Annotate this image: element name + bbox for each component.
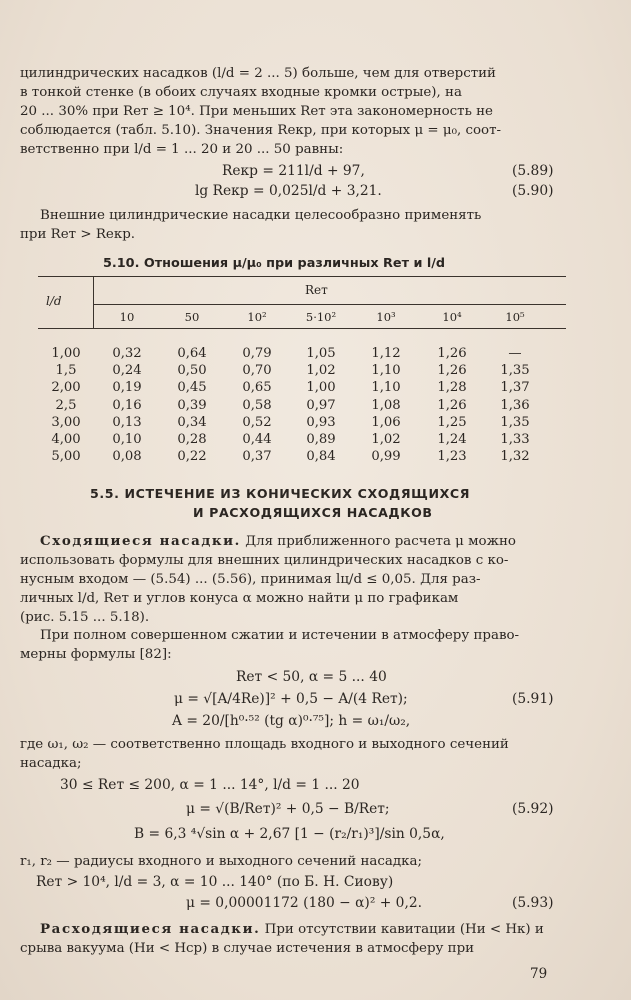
column-header: 10⁴	[442, 310, 462, 324]
table-cell: 1,02	[306, 363, 336, 379]
table-cell: 1,28	[437, 380, 467, 396]
table-cell: 1,26	[437, 397, 467, 413]
text-line: цилиндрических насадков (l/d = 2 ... 5) больше, чем для отверстий	[20, 66, 496, 81]
text-line: r₁, r₂ — радиусы входного и выходного сечений насадка;	[20, 854, 422, 869]
table-cell: 0,58	[242, 397, 272, 413]
table-cell: 1,35	[500, 363, 530, 379]
table-cell: 0,16	[112, 397, 142, 413]
table-cell: 0,84	[306, 449, 336, 465]
text-line: личных l/d, Reт и углов конуса α можно найти μ по графикам	[20, 591, 459, 606]
table-cell: 1,32	[500, 449, 530, 465]
row-header-ld: l/d	[46, 294, 62, 308]
text-line: где ω₁, ω₂ — соответственно площадь входного и выходного сечений	[20, 737, 509, 752]
page-number: 79	[530, 966, 548, 982]
column-header: 10²	[247, 310, 267, 324]
text-run: Для приближенного расчета μ можно	[245, 534, 516, 549]
text-run: При отсутствии кавитации (Hи < Hк) и	[264, 922, 544, 937]
table-cell: 0,65	[242, 380, 272, 396]
text-line	[40, 532, 516, 551]
table-cell: 0,97	[306, 397, 336, 413]
table-cell: 1,00	[306, 380, 336, 396]
text-line: мерны формулы [82]:	[20, 647, 172, 662]
table-cell: 0,44	[242, 432, 272, 447]
text-line: при Reт > Reкр.	[20, 227, 136, 242]
equation-5-91-line1: μ = √[A/4Re)]² + 0,5 − A/(4 Reт);	[174, 691, 408, 707]
table-cell: 0,22	[177, 449, 207, 465]
table-cell: 0,64	[177, 346, 207, 361]
text-line	[40, 920, 544, 939]
table-cell: 0,24	[112, 363, 142, 379]
equation-5-91-line2: A = 20/[h⁰·⁵² (tg α)⁰·⁷⁵]; h = ω₁/ω₂,	[172, 713, 411, 729]
table-cell-ld: 2,5	[55, 397, 77, 413]
table-cell-ld: 3,00	[51, 414, 81, 430]
group-header-re: Reт	[305, 283, 328, 297]
table-cell: 0,08	[112, 449, 142, 465]
text-line: Внешние цилиндрические насадки целесообразно применять	[40, 208, 482, 223]
equation-5-92-line1: μ = √(B/Reт)² + 0,5 − B/Reт;	[186, 801, 390, 817]
text-line: срыва вакуума (Hи < Hср) в случае истечения в атмосферу при	[20, 941, 475, 956]
table-cell-ld: 1,5	[55, 363, 77, 379]
equation-5-90: lg Reкр = 0,025l/d + 3,21.	[195, 183, 382, 199]
equation-number: (5.93)	[512, 895, 554, 911]
run-in-heading: Расходящиеся насадки.	[40, 921, 261, 937]
equation-5-92-line2: B = 6,3 ⁴√sin α + 2,67 [1 − (r₂/r₁)³]/sin 0,5α,	[134, 826, 445, 842]
table-rule-top	[38, 276, 566, 277]
text-line: в тонкой стенке (в обоих случаях входные кромки острые), на	[20, 85, 462, 100]
table-cell: —	[508, 346, 522, 361]
column-header: 10	[119, 310, 135, 324]
table-cell: 0,13	[112, 414, 142, 430]
table-cell: 1,36	[500, 397, 530, 413]
table-cell-ld: 1,00	[51, 346, 81, 361]
table-cell: 1,25	[437, 414, 467, 430]
table-cell: 1,26	[437, 346, 467, 361]
equation-condition: Reт > 10⁴, l/d = 3, α = 10 ... 140° (по Б. Н. Сиову)	[36, 874, 394, 890]
table-cell: 1,06	[371, 414, 401, 430]
table-cell: 0,32	[112, 346, 142, 361]
table-cell: 0,34	[177, 414, 207, 430]
text-line: 20 ... 30% при Reт ≥ 10⁴. При меньших Reт эта закономерность не	[20, 104, 493, 119]
table-cell: 0,52	[242, 414, 272, 430]
table-cell: 1,10	[371, 380, 401, 396]
table-cell: 0,50	[177, 363, 207, 379]
table-cell: 0,37	[242, 449, 272, 465]
equation-5-93: μ = 0,00001172 (180 − α)² + 0,2.	[186, 895, 423, 911]
text-line: При полном совершенном сжатии и истечении в атмосферу право-	[40, 628, 520, 643]
text-line: ветственно при l/d = 1 ... 20 и 20 ... 50 равны:	[20, 142, 344, 157]
table-cell: 1,10	[371, 363, 401, 379]
text-line: нусным входом — (5.54) ... (5.56), принимая lц/d ≤ 0,05. Для раз-	[20, 572, 481, 587]
table-cell: 0,99	[371, 449, 401, 465]
section-title-line1: 5.5. ИСТЕЧЕНИЕ ИЗ КОНИЧЕСКИХ СХОДЯЩИХСЯ	[90, 486, 471, 501]
equation-5-89: Reкр = 211l/d + 97,	[222, 163, 365, 179]
table-cell: 1,05	[306, 346, 336, 361]
table-cell: 1,35	[500, 414, 530, 430]
table-cell: 0,19	[112, 380, 142, 396]
table-cell-ld: 2,00	[51, 380, 81, 396]
table-rule-header	[38, 328, 566, 329]
table-cell: 1,37	[500, 380, 530, 396]
table-rule-vertical	[93, 276, 94, 328]
table-cell: 1,26	[437, 363, 467, 379]
section-title-line2: И РАСХОДЯЩИХСЯ НАСАДКОВ	[193, 505, 433, 520]
text-line: (рис. 5.15 ... 5.18).	[20, 610, 150, 625]
column-header: 50	[184, 310, 200, 324]
table-cell: 0,70	[242, 363, 272, 379]
equation-condition: 30 ≤ Reт ≤ 200, α = 1 ... 14°, l/d = 1 ... 20	[60, 777, 360, 793]
table-cell: 1,02	[371, 432, 401, 447]
equation-number: (5.91)	[512, 691, 554, 707]
equation-number: (5.92)	[512, 801, 554, 817]
table-cell: 1,12	[371, 346, 401, 361]
run-in-heading: Сходящиеся насадки.	[40, 533, 241, 549]
equation-condition: Reт < 50, α = 5 ... 40	[236, 669, 387, 685]
column-header: 5·10²	[305, 310, 337, 324]
table-cell: 0,45	[177, 380, 207, 396]
table-cell: 1,08	[371, 397, 401, 413]
table-cell: 1,24	[437, 432, 467, 447]
table-cell-ld: 4,00	[51, 432, 81, 447]
table-cell: 1,33	[500, 432, 530, 447]
text-line: соблюдается (табл. 5.10). Значения Reкр, при которых μ = μ₀, соот-	[20, 123, 502, 138]
table-cell: 0,10	[112, 432, 142, 447]
column-header: 10³	[376, 310, 396, 324]
equation-number: (5.89)	[512, 163, 554, 179]
table-cell: 0,89	[306, 432, 336, 447]
table-cell-ld: 5,00	[51, 449, 81, 465]
equation-number: (5.90)	[512, 183, 554, 199]
table-cell: 1,23	[437, 449, 467, 465]
table-cell: 0,93	[306, 414, 336, 430]
table-cell: 0,39	[177, 397, 207, 413]
table-caption: 5.10. Отношения μ/μ₀ при различных Reт и l/d	[103, 256, 446, 271]
column-header: 10⁵	[505, 310, 525, 324]
text-line: использовать формулы для внешних цилиндрических насадков с ко-	[20, 553, 509, 568]
table-rule-group	[93, 304, 566, 305]
table-cell: 0,79	[242, 346, 272, 361]
text-line: насадка;	[20, 756, 82, 771]
table-cell: 0,28	[177, 432, 207, 447]
